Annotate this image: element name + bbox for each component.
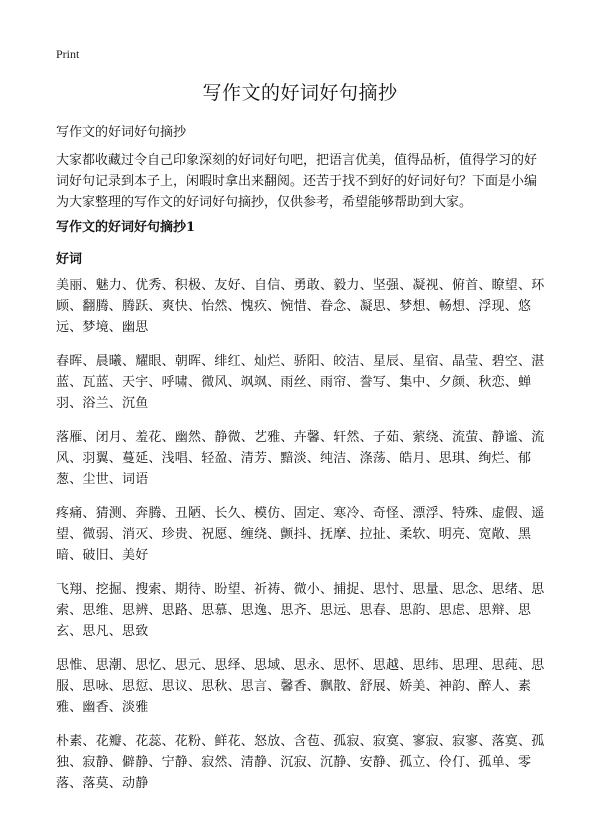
word-groups	[56, 275, 548, 807]
document-subtitle: 写作文的好词好句摘抄	[56, 125, 187, 140]
good-words-heading: 好词	[56, 252, 83, 267]
word-group-1: 美丽、魅力、优秀、积极、友好、自信、勇敢、毅力、坚强、凝视、俯首、瞭望、环顾、翻腾、腾跃、爽快、怡然、愧疚、惋惜、眷念、凝思、梦想、畅想、浮现、悠远、梦境、幽思	[56, 278, 545, 335]
word-group-5: 飞翔、挖掘、搜索、期待、盼望、祈祷、微小、捕捉、思忖、思量、思念、思绪、思索、思维、思辨、思路、思慕、思逸、思齐、思远、思春、思韵、思虑、思辩、思玄、思凡、思致	[56, 582, 545, 639]
word-group-2: 春晖、晨曦、耀眼、朝晖、绯红、灿烂、骄阳、皎洁、星辰、星宿、晶莹、碧空、湛蓝、瓦蓝、天宇、呼啸、微风、飒飒、雨丝、雨帘、誊写、集中、夕颜、秋恋、蝉羽、浴兰、沉鱼	[56, 354, 545, 411]
word-group-4: 疼痛、猜测、奔腾、丑陋、长久、模仿、固定、寒冷、奇怪、漂浮、特殊、虚假、遥望、微弱、消灭、珍贵、祝愿、缠绕、颤抖、抚摩、拉扯、柔软、明亮、宽敞、黑暗、破旧、美好	[56, 506, 545, 563]
word-group-7: 朴素、花瓣、花蕊、花粉、鲜花、怒放、含苞、孤寂、寂寞、寥寂、寂寥、落寞、孤独、寂静、僻静、宁静、寂然、清静、沉寂、沉静、安静、孤立、伶仃、孤单、零落、落莫、动静	[56, 734, 545, 791]
print-link[interactable]: Print	[56, 47, 80, 61]
word-group-6: 思惟、思潮、思忆、思元、思绎、思域、思永、思怀、思越、思纬、思理、思莼、思服、思咏、思愆、思议、思秋、思言、馨香、飘散、舒展、娇美、神韵、醉人、素雅、幽香、淡雅	[56, 658, 545, 715]
word-group-3: 落雁、闭月、羞花、幽然、静微、艺雅、卉馨、轩然、子茹、萦绕、流萤、静谧、流风、羽翼、蔓延、浅唱、轻盈、清芳、黯淡、纯洁、涤荡、皓月、思琪、绚烂、郁葱、尘世、词语	[56, 430, 545, 487]
intro-paragraph: 大家都收藏过令自己印象深刻的好词好句吧，把语言优美，值得品析，值得学习的好词好句记录到本子上，闲暇时拿出来翻阅。还苦于找不到好的好词好句？下面是小编为大家整理的写作文的好词好句摘抄，仅供参考，希望能够帮助到大家。	[56, 153, 538, 210]
section-heading: 写作文的好词好句摘抄1	[56, 220, 196, 235]
page-title: 写作文的好词好句摘抄	[202, 82, 398, 104]
